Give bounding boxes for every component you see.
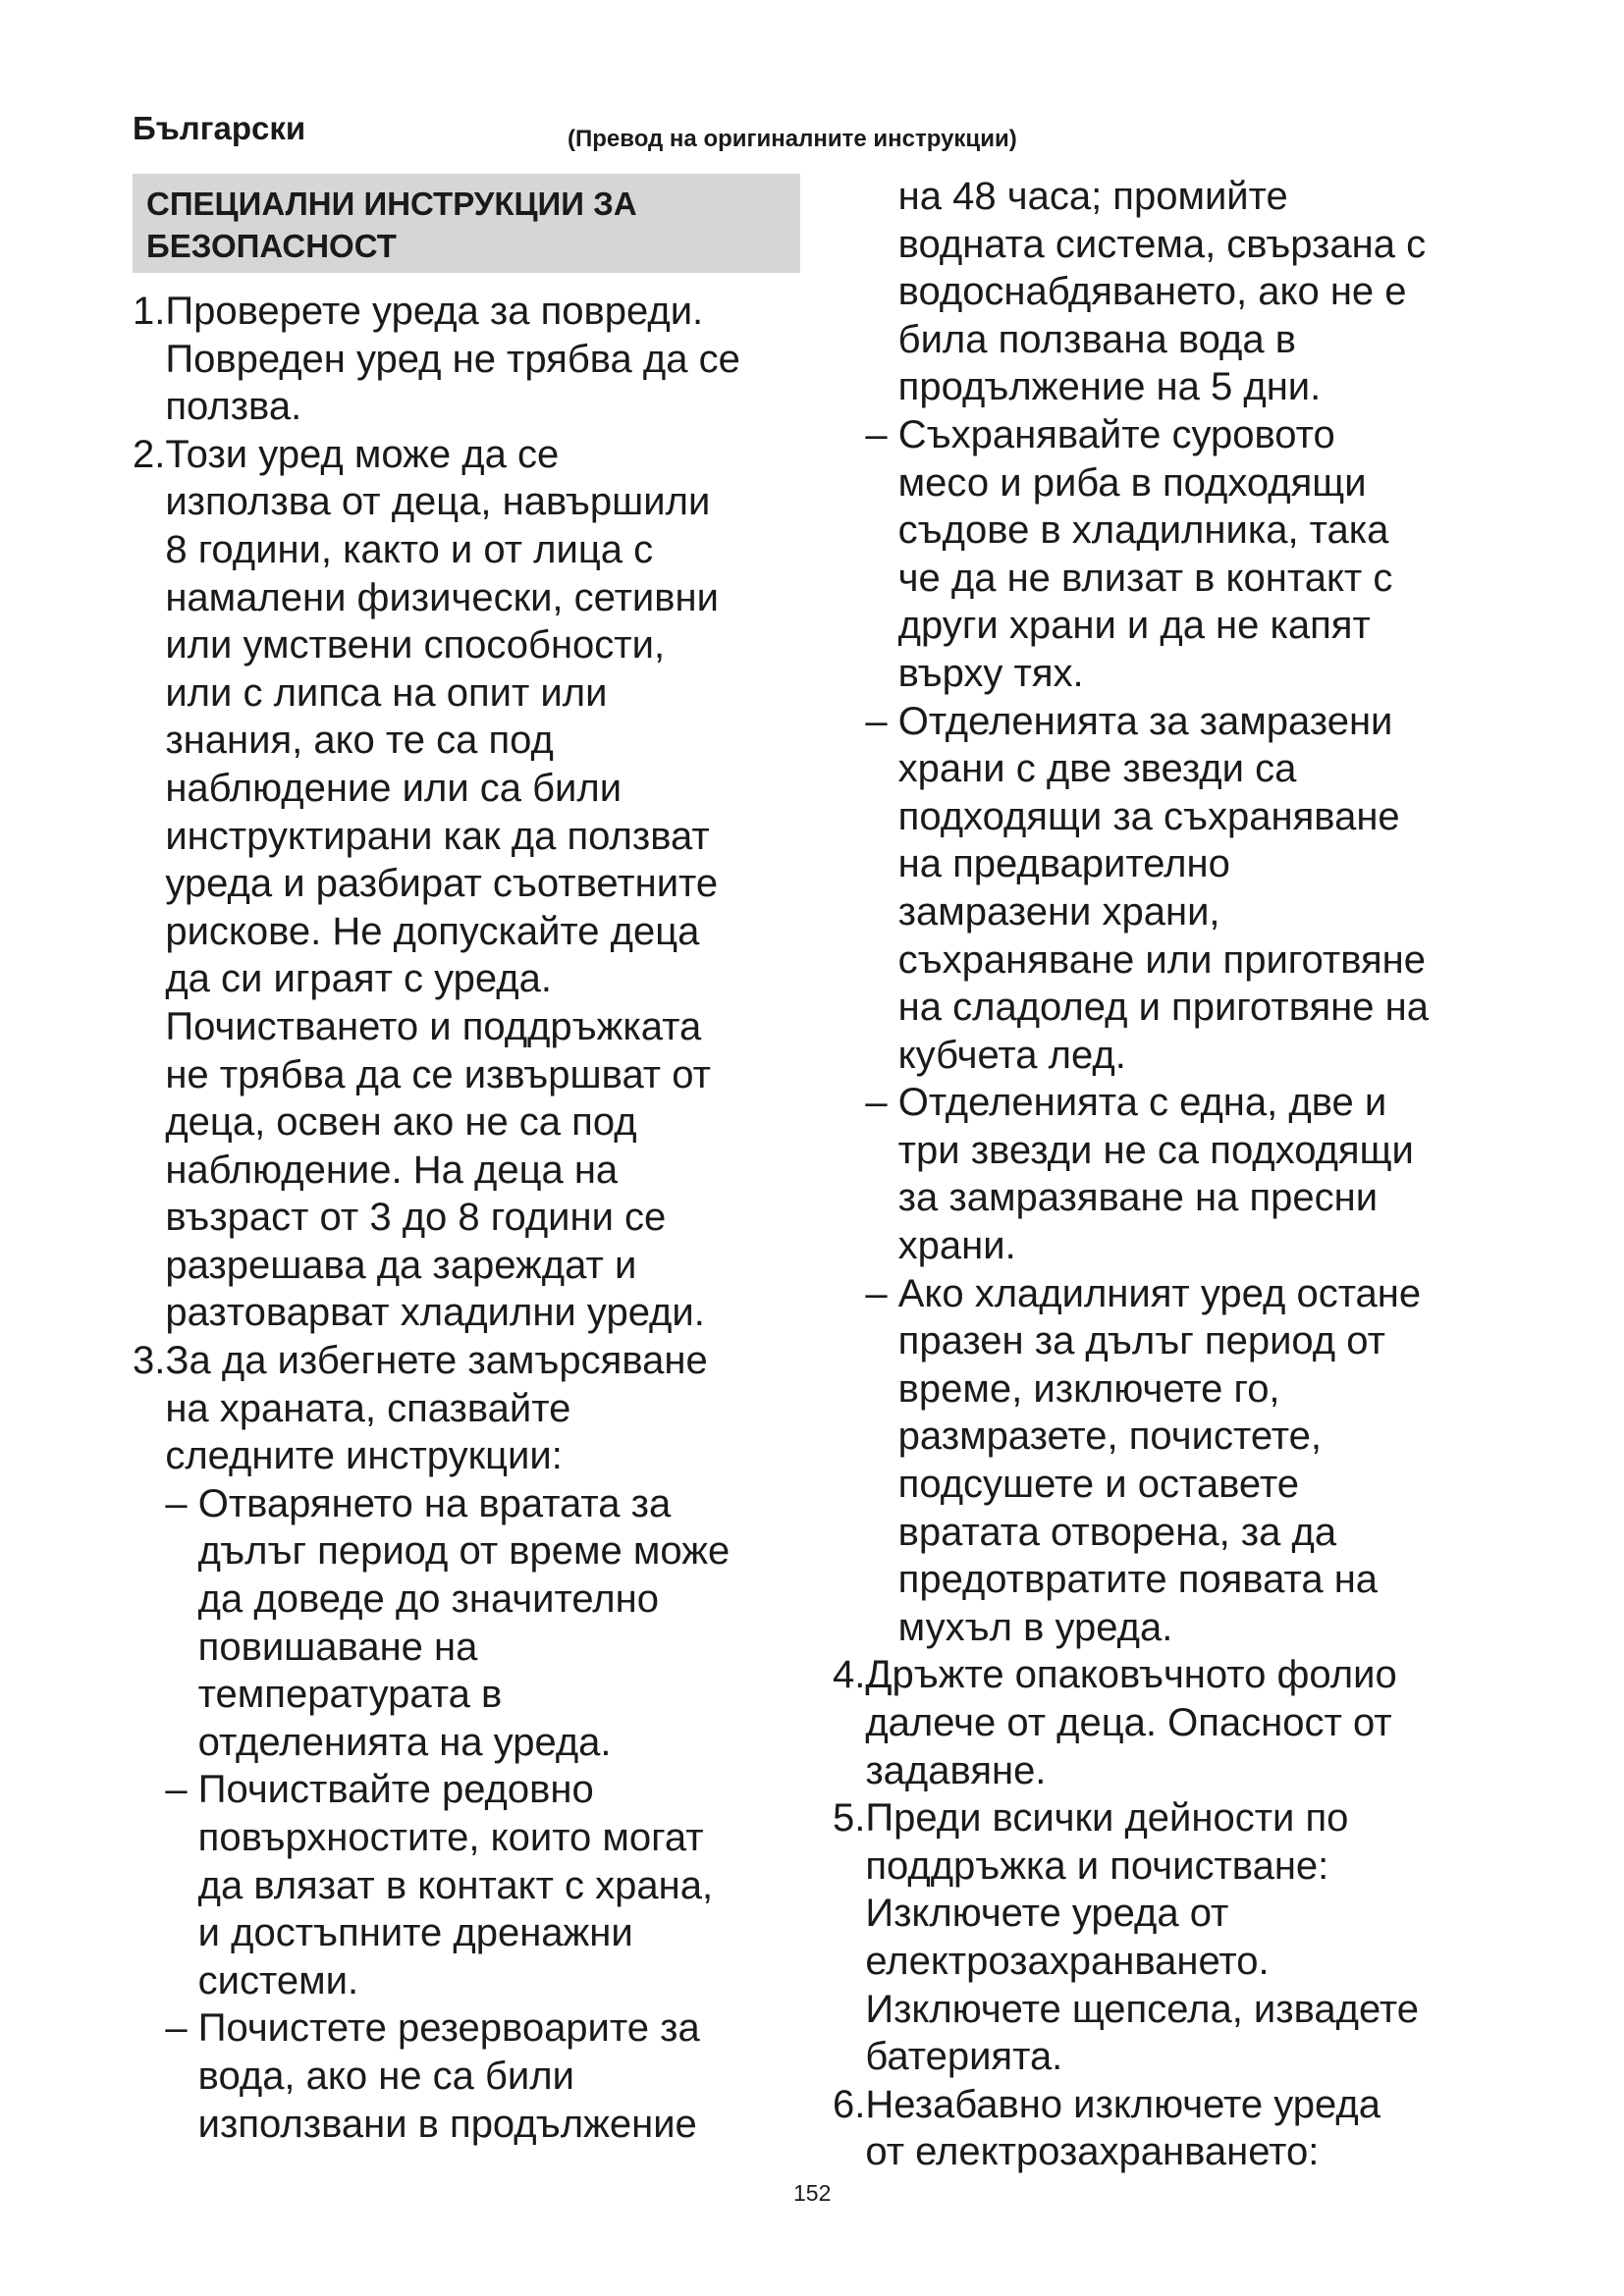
text-line: на храната, спазвайте — [133, 1386, 571, 1430]
text-line: рискове. Не допускайте деца — [133, 909, 700, 953]
text-line: че да не влизат в контакт с — [833, 556, 1393, 600]
text-line: от електрозахранването: — [833, 2130, 1320, 2174]
text-line: системи. — [133, 1958, 359, 2002]
section-heading-line: БЕЗОПАСНОСТ — [146, 228, 397, 264]
text-line: електрозахранването. — [833, 1939, 1270, 1983]
text-line: наблюдение или са били — [133, 766, 623, 810]
text-line: батерията. — [833, 2035, 1063, 2079]
text-line: използва от деца, навършили — [133, 480, 711, 524]
text-line: съхраняване или приготвяне — [833, 937, 1427, 982]
text-line: кубчета лед. — [833, 1033, 1126, 1077]
text-line: далече от деца. Опасност от — [833, 1701, 1392, 1744]
text-line: месо и риба в подходящи — [833, 460, 1367, 505]
text-line: на сладолед и приготвяне на — [833, 986, 1429, 1030]
text-line: деца, освен ако не са под — [133, 1100, 637, 1145]
text-line: за замразяване на пресни — [833, 1176, 1379, 1220]
text-line: на предварително — [833, 842, 1230, 886]
text-line: уреда и разбират съответните — [133, 862, 719, 906]
text-line: възраст от 3 до 8 години се — [133, 1196, 667, 1240]
text-line: храни с две звезди са — [833, 747, 1297, 791]
text-line: дълъг период от време може — [133, 1529, 731, 1574]
text-line: подходящи за съхраняване — [833, 794, 1400, 838]
text-line: – Почиствайте редовно — [133, 1768, 594, 1812]
text-line: 6.Незабавно изключете уреда — [833, 2082, 1380, 2126]
text-line: била ползвана вода в — [833, 317, 1296, 361]
text-line: повишаване на — [133, 1625, 478, 1669]
text-line: замразени храни, — [833, 889, 1220, 934]
text-line: 4.Дръжте опаковъчното фолио — [833, 1653, 1397, 1697]
text-line: – Отделенията за замразени — [833, 699, 1393, 743]
text-line: да влязат в контакт с храна, — [133, 1863, 714, 1907]
text-line: Изключете уреда от — [833, 1892, 1229, 1936]
text-line: 5.Преди всички дейности по — [833, 1796, 1349, 1841]
text-line: продължение на 5 дни. — [833, 365, 1322, 409]
text-line: 8 години, както и от лица с — [133, 527, 654, 571]
language-label: Български — [133, 110, 306, 146]
text-line: време, изключете го, — [833, 1366, 1280, 1411]
text-line: мухъл в уреда. — [833, 1605, 1173, 1649]
text-line: следните инструкции: — [133, 1434, 563, 1478]
text-line: разтоварват хладилни уреди. — [133, 1291, 705, 1335]
text-line: задавяне. — [833, 1748, 1047, 1792]
text-line: празен за дълъг период от — [833, 1319, 1385, 1363]
text-line: повърхностите, които могат — [133, 1816, 704, 1859]
text-line: 2.Този уред може да се — [133, 432, 560, 476]
text-line: – Съхранявайте суровото — [833, 412, 1335, 456]
text-line: да доведе до значително — [133, 1577, 659, 1622]
text-line: размразете, почистете, — [833, 1415, 1322, 1459]
text-line: други храни и да не капят — [833, 604, 1371, 648]
text-line: – Почистете резервоарите за — [133, 2006, 700, 2051]
text-line: – Отделенията с една, две и — [833, 1081, 1387, 1125]
text-line: съдове в хладилника, така — [833, 508, 1389, 553]
section-heading-line: СПЕЦИАЛНИ ИНСТРУКЦИИ ЗА — [146, 186, 637, 222]
text-line: вратата отворена, за да — [833, 1510, 1337, 1554]
text-line: намалени физически, сетивни — [133, 575, 719, 619]
text-line: върху тях. — [833, 651, 1084, 695]
text-line: или умствени способности, — [133, 623, 666, 667]
text-line: – Отварянето на вратата за — [133, 1481, 672, 1525]
page-number: 152 — [793, 2180, 832, 2206]
text-line: водната система, свързана с — [833, 222, 1427, 266]
text-line: вода, ако не са били — [133, 2054, 574, 2098]
text-line: 3.За да избегнете замърсяване — [133, 1339, 708, 1383]
left-column — [133, 288, 820, 2148]
text-line: храни. — [833, 1224, 1016, 1268]
text-line: използвани в продължение — [133, 2102, 697, 2146]
text-line: наблюдение. На деца на — [133, 1148, 619, 1192]
text-line: – Ако хладилният уред остане — [833, 1271, 1422, 1315]
text-line: 1.Проверете уреда за повреди. — [133, 290, 704, 333]
text-line: Изключете щепсела, извадете — [833, 1987, 1420, 2031]
text-line: Повреден уред не трябва да се — [133, 337, 740, 381]
text-line: не трябва да се извършват от — [133, 1052, 711, 1096]
text-line: предотвратите появата на — [833, 1558, 1379, 1602]
text-line: разрешава да зареждат и — [133, 1243, 637, 1287]
text-line: инструктирани как да ползват — [133, 814, 710, 858]
right-column — [833, 173, 1520, 2176]
text-line: знания, ако те са под — [133, 719, 554, 763]
text-line: и достъпните дренажни — [133, 1911, 633, 1955]
text-line: водоснабдяването, ако не е — [833, 270, 1407, 314]
text-line: поддръжка и почистване: — [833, 1843, 1329, 1888]
translation-note: (Превод на оригиналните инструкции) — [568, 126, 1017, 152]
text-line: да си играят с уреда. — [133, 957, 552, 1001]
section-heading — [133, 174, 800, 273]
text-line: ползва. — [133, 385, 302, 429]
text-line: отделенията на уреда. — [133, 1720, 612, 1764]
text-line: подсушете и оставете — [833, 1463, 1299, 1507]
text-line: на 48 часа; промийте — [833, 175, 1288, 218]
text-line: или с липса на опит или — [133, 670, 608, 715]
text-line: три звезди не са подходящи — [833, 1128, 1414, 1172]
text-line: температурата в — [133, 1673, 503, 1717]
text-line: Почистването и поддръжката — [133, 1004, 702, 1048]
